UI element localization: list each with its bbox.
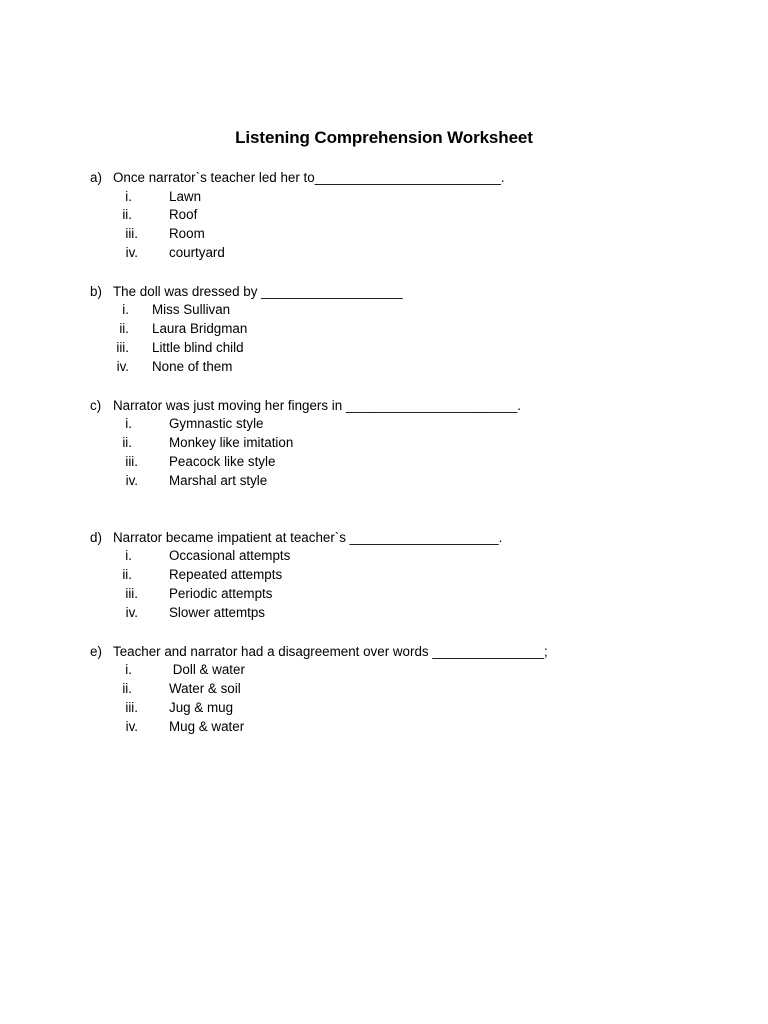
option-number: ii.: [122, 567, 132, 582]
option-number: iv.: [125, 473, 138, 488]
option-number: iii.: [125, 454, 138, 469]
option-number: i.: [125, 548, 132, 563]
option-text: Water & soil: [169, 681, 241, 696]
option-number: iv.: [116, 359, 129, 374]
option-text: None of them: [152, 359, 233, 374]
question-label: c): [90, 398, 102, 413]
worksheet-title: Listening Comprehension Worksheet: [235, 128, 533, 147]
option-number: iv.: [125, 605, 138, 620]
question-label: e): [90, 644, 102, 659]
option-text: Slower attemtps: [169, 605, 266, 620]
option-number: ii.: [122, 207, 132, 222]
option-number: ii.: [122, 681, 132, 696]
option-text: Room: [169, 226, 205, 241]
option-number: iii.: [116, 340, 129, 355]
option-text: Laura Bridgman: [152, 321, 248, 336]
option-text: Periodic attempts: [169, 586, 273, 601]
option-text: Lawn: [169, 189, 202, 204]
option-text: Roof: [169, 207, 198, 222]
option-number: i.: [125, 662, 132, 677]
option-text: Peacock like style: [169, 454, 276, 469]
option-text: Repeated attempts: [169, 567, 283, 582]
option-number: iii.: [125, 226, 138, 241]
option-number: i.: [122, 302, 129, 317]
option-number: i.: [125, 189, 132, 204]
option-text: Occasional attempts: [169, 548, 291, 563]
option-text: Doll & water: [169, 662, 245, 677]
question-label: b): [90, 284, 102, 299]
option-text: Monkey like imitation: [169, 435, 294, 450]
option-text: courtyard: [169, 245, 225, 260]
option-number: ii.: [119, 321, 129, 336]
option-number: iii.: [125, 586, 138, 601]
question-text: The doll was dressed by ___________________: [113, 284, 403, 299]
option-number: iv.: [125, 245, 138, 260]
question-text: Teacher and narrator had a disagreement over words _______________;: [113, 644, 548, 659]
question-label: d): [90, 530, 102, 545]
option-number: iii.: [125, 700, 138, 715]
question-text: Narrator became impatient at teacher`s ____________________.: [113, 530, 503, 545]
option-number: ii.: [122, 435, 132, 450]
question-text: Once narrator`s teacher led her to_________________________.: [113, 170, 505, 185]
option-text: Little blind child: [152, 340, 244, 355]
option-text: Marshal art style: [169, 473, 268, 488]
option-text: Jug & mug: [169, 700, 234, 715]
option-text: Miss Sullivan: [152, 302, 231, 317]
option-text: Mug & water: [169, 719, 245, 734]
question-label: a): [90, 170, 102, 185]
option-text: Gymnastic style: [169, 416, 264, 431]
option-number: iv.: [125, 719, 138, 734]
option-number: i.: [125, 416, 132, 431]
question-text: Narrator was just moving her fingers in _______________________.: [113, 398, 521, 413]
